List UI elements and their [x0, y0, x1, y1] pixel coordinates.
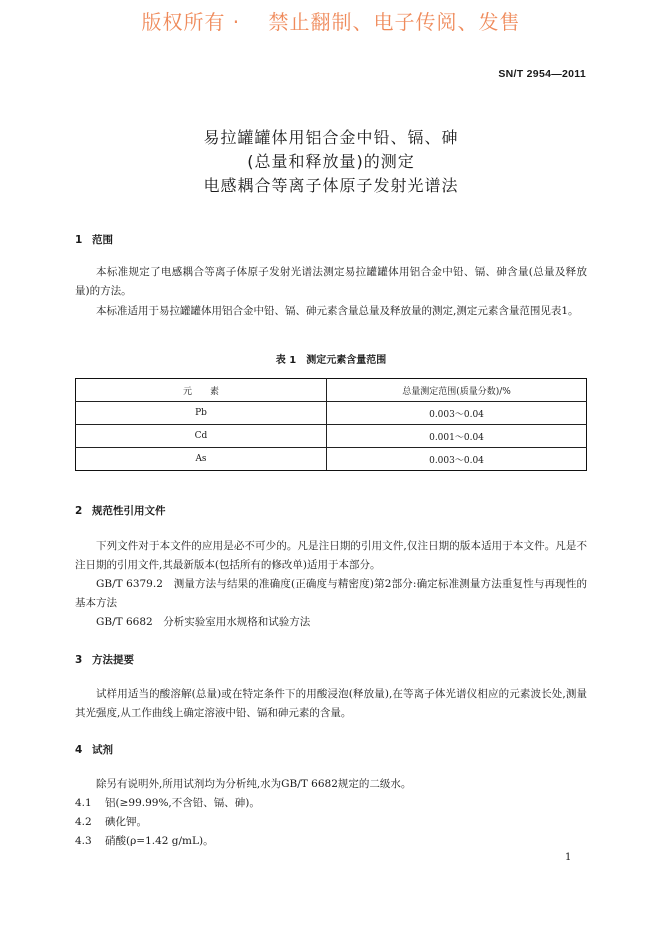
method-summary: 试样用适当的酸溶解(总量)或在特定条件下的用酸浸泡(释放量),在等离子体光谱仪相应的元素波长处,测量其光强度,从工作曲线上确定溶液中铅、镉和砷元素的含量。 [75, 688, 587, 719]
title-line-2: (总量和释放量)的测定 [247, 152, 415, 171]
reagent-item [75, 832, 214, 851]
page-number: 1 [565, 852, 572, 863]
document-title [0, 126, 662, 198]
table-row [76, 448, 587, 471]
title-line-1: 易拉罐罐体用铝合金中铅、镉、砷 [203, 128, 459, 147]
section-heading-reagents [75, 742, 113, 757]
section-title: 试剂 [92, 744, 113, 756]
table-caption: 表 1 测定元素含量范围 [275, 355, 387, 366]
references-intro: 下列文件对于本文件的应用是必不可少的。凡是注日期的引用文件,仅注日期的版本适用于本文件。凡是不注日期的引用文件,其最新版本(包括所有的修改单)适用于本部分。 [75, 540, 587, 571]
reference-gbt-6682: GB/T 6682 分析实验室用水规格和试验方法 [96, 616, 311, 628]
cell-element: Pb [76, 402, 327, 425]
cell-element: Cd [76, 425, 327, 448]
scope-paragraph-1: 本标准规定了电感耦合等离子体原子发射光谱法测定易拉罐罐体用铝合金中铅、镉、砷含量(总量及释放量)的方法。 [75, 266, 587, 297]
section-number: 3 [75, 654, 83, 666]
section-number: 4 [75, 744, 83, 756]
cell-element: As [76, 448, 327, 471]
header-element: 元 素 [76, 379, 327, 402]
title-line-3: 电感耦合等离子体原子发射光谱法 [203, 176, 459, 195]
reagent-text: 碘化钾。 [105, 816, 147, 828]
reagents-intro: 除另有说明外,所用试剂均为分析纯,水为GB/T 6682规定的二级水。 [96, 778, 412, 790]
reagent-item [75, 794, 260, 813]
cell-range: 0.001～0.04 [327, 425, 587, 448]
section-number: 2 [75, 505, 83, 517]
section-heading-references [75, 503, 166, 518]
reference-gbt-6379-2: GB/T 6379.2 测量方法与结果的准确度(正确度与精密度)第2部分:确定标准测量方法重复性与再现性的基本方法 [75, 578, 587, 609]
element-range-table [75, 378, 587, 471]
table-row [76, 402, 587, 425]
table-row [76, 425, 587, 448]
cell-range: 0.003～0.04 [327, 448, 587, 471]
reagent-item [75, 813, 147, 832]
standard-number: SN/T 2954—2011 [498, 68, 586, 80]
reagent-number: 4.2 [75, 816, 92, 828]
section-title: 方法提要 [92, 654, 134, 666]
reagent-text: 硝酸(ρ=1.42 g/mL)。 [105, 835, 214, 847]
section-title: 范围 [92, 234, 113, 246]
section-number: 1 [75, 234, 83, 246]
section-heading-method [75, 652, 134, 667]
reagent-text: 铝(≥99.99%,不含铅、镉、砷)。 [105, 797, 260, 809]
reagent-number: 4.1 [75, 797, 92, 809]
reagent-number: 4.3 [75, 835, 92, 847]
section-heading-scope [75, 232, 113, 247]
section-title: 规范性引用文件 [92, 505, 166, 517]
cell-range: 0.003～0.04 [327, 402, 587, 425]
header-range: 总量测定范围(质量分数)/% [327, 379, 587, 402]
copyright-watermark: 版权所有 · 禁止翻制、电子传阅、发售 [141, 10, 521, 34]
table-header-row [76, 379, 587, 402]
scope-paragraph-2: 本标准适用于易拉罐罐体用铝合金中铅、镉、砷元素含量总量及释放量的测定,测定元素含量范围见表1。 [96, 305, 579, 317]
